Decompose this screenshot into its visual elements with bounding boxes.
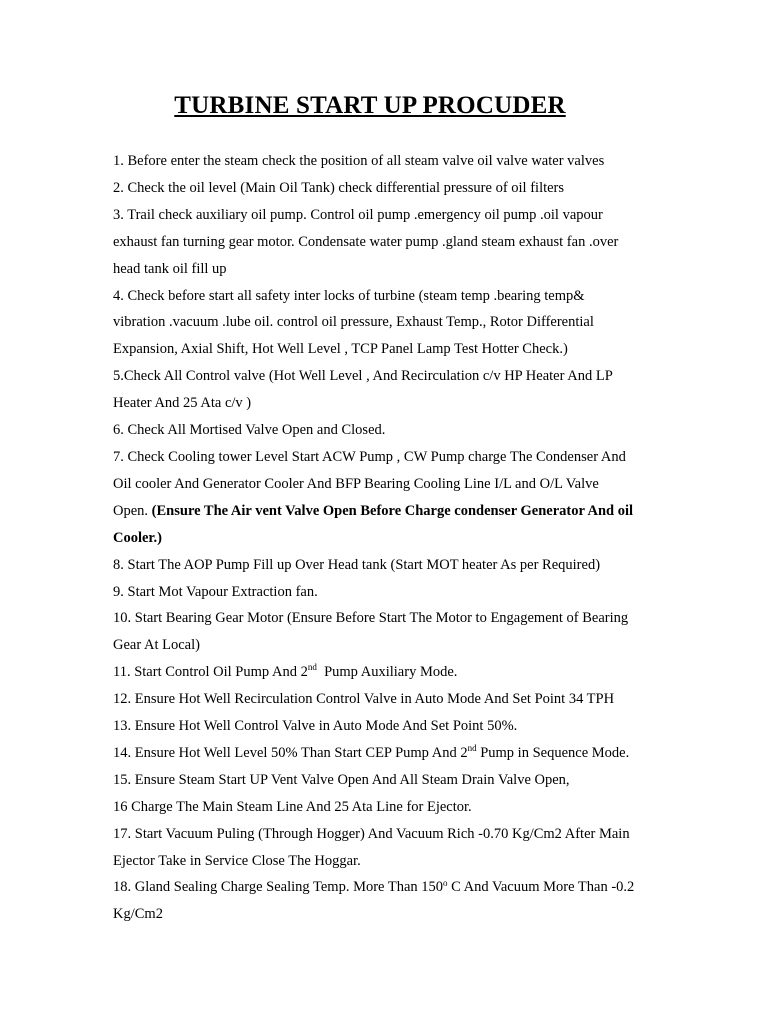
document-body <box>113 148 673 928</box>
step-7-ensure-note: (Ensure The Air vent Valve Open Before Charge condenser Generator And oil <box>151 502 634 519</box>
step-6-line-1: 6. Check All Mortised Valve Open and Closed. <box>113 422 386 439</box>
step-7-open-text: Open. <box>113 502 152 519</box>
step-10 <box>113 605 673 659</box>
step-1 <box>113 148 673 175</box>
step-2-line-1: 2. Check the oil level (Main Oil Tank) check differential pressure of oil filters <box>113 179 565 196</box>
step-4-line-1: 4. Check before start all safety inter locks of turbine (steam temp .bearing temp& <box>113 287 585 304</box>
step-8-line-1: 8. Start The AOP Pump Fill up Over Head tank (Start MOT heater As per Required) <box>113 556 601 573</box>
step-5-line-2: Heater And 25 Ata c/v ) <box>113 395 252 412</box>
step-11-superscript: nd <box>307 662 317 673</box>
step-11 <box>113 659 673 686</box>
step-3 <box>113 202 673 283</box>
step-4 <box>113 283 673 364</box>
step-18-line-1 <box>113 874 673 901</box>
step-14-superscript: nd <box>467 742 477 753</box>
step-5-line-1: 5.Check All Control valve (Hot Well Level , And Recirculation c/v HP Heater And LP <box>113 368 613 385</box>
step-16-line-1: 16 Charge The Main Steam Line And 25 Ata Line for Ejector. <box>113 798 472 815</box>
step-3-line-1: 3. Trail check auxiliary oil pump. Control oil pump .emergency oil pump .oil vapour <box>113 206 603 223</box>
step-14-line-1 <box>113 740 673 767</box>
step-14 <box>113 740 673 767</box>
step-18-line-2: Kg/Cm2 <box>113 906 163 923</box>
step-13-line-1: 13. Ensure Hot Well Control Valve in Auto Mode And Set Point 50%. <box>113 718 518 735</box>
document-title: TURBINE START UP PROCUDER <box>174 92 566 119</box>
step-14-text-a: 14. Ensure Hot Well Level 50% Than Start CEP Pump And 2 <box>113 744 468 761</box>
step-11-text-b: Pump Auxiliary Mode. <box>316 664 458 681</box>
step-7 <box>113 444 673 552</box>
step-10-line-1: 10. Start Bearing Gear Motor (Ensure Before Start The Motor to Engagement of Bearing <box>113 610 629 627</box>
step-9-line-1: 9. Start Mot Vapour Extraction fan. <box>113 583 318 600</box>
step-11-line-1 <box>113 659 673 686</box>
step-3-line-3: head tank oil fill up <box>113 260 227 277</box>
step-10-line-2: Gear At Local) <box>113 637 200 654</box>
step-12 <box>113 686 673 713</box>
step-11-text-a: 11. Start Control Oil Pump And 2 <box>113 664 308 681</box>
step-12-line-1: 12. Ensure Hot Well Recirculation Control Valve in Auto Mode And Set Point 34 TPH <box>113 691 615 708</box>
step-15 <box>113 767 673 794</box>
step-7-line-3 <box>113 498 673 525</box>
step-7-ensure-note-end: Cooler.) <box>113 529 162 546</box>
step-14-text-b: Pump in Sequence Mode. <box>476 744 630 761</box>
step-17-line-2: Ejector Take in Service Close The Hoggar. <box>113 852 361 869</box>
step-7-line-2: Oil cooler And Generator Cooler And BFP Bearing Cooling Line I/L and O/L Valve <box>113 475 599 492</box>
step-6 <box>113 417 673 444</box>
step-9 <box>113 579 673 606</box>
step-2 <box>113 175 673 202</box>
step-18-text-b: C And Vacuum More Than -0.2 <box>447 879 635 896</box>
step-18-text-a: 18. Gland Sealing Charge Sealing Temp. More Than 150 <box>113 879 444 896</box>
step-5 <box>113 363 673 417</box>
step-3-line-2: exhaust fan turning gear motor. Condensate water pump .gland steam exhaust fan .over <box>113 233 619 250</box>
step-16 <box>113 794 673 821</box>
step-1-line-1: 1. Before enter the steam check the position of all steam valve oil valve water valves <box>113 153 605 169</box>
step-13 <box>113 713 673 740</box>
step-17-line-1: 17. Start Vacuum Puling (Through Hogger) And Vacuum Rich -0.70 Kg/Cm2 After Main <box>113 825 630 842</box>
step-8 <box>113 552 673 579</box>
step-7-line-1: 7. Check Cooling tower Level Start ACW Pump , CW Pump charge The Condenser And <box>113 448 626 465</box>
step-17 <box>113 821 673 875</box>
degree-symbol: o <box>443 878 448 889</box>
step-4-line-2: vibration .vacuum .lube oil. control oil pressure, Exhaust Temp., Rotor Differential <box>113 314 594 331</box>
step-15-line-1: 15. Ensure Steam Start UP Vent Valve Open And All Steam Drain Valve Open, <box>113 771 570 788</box>
step-4-line-3: Expansion, Axial Shift, Hot Well Level , TCP Panel Lamp Test Hotter Check.) <box>113 341 568 358</box>
step-18 <box>113 874 673 928</box>
